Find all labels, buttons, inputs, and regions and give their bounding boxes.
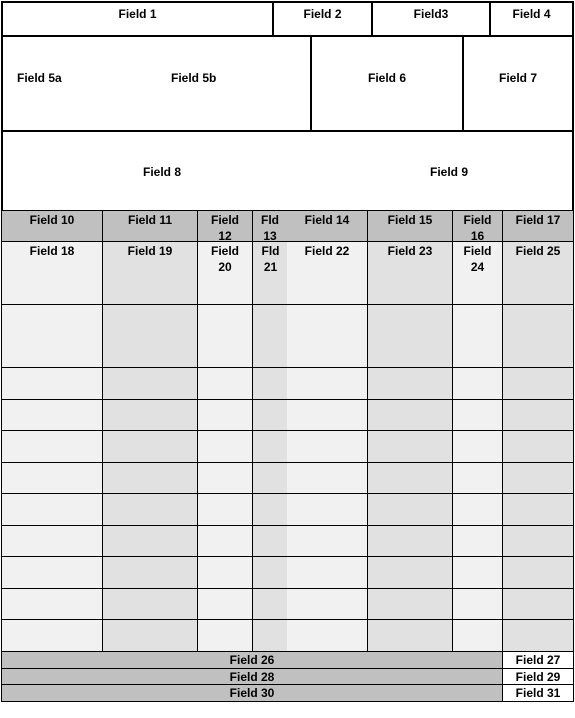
field-6-label: Field 6	[367, 71, 406, 85]
grid-cell[interactable]	[452, 399, 503, 431]
field-5b-label: Field 5b	[171, 71, 217, 85]
grid-cell[interactable]	[102, 493, 198, 526]
grid-cell[interactable]	[197, 619, 253, 652]
grid-cell[interactable]	[502, 525, 574, 557]
cell-field-18[interactable]: Field 18	[1, 241, 103, 305]
grid-cell[interactable]	[287, 367, 368, 400]
grid-cell[interactable]	[502, 462, 574, 494]
grid-cell[interactable]	[287, 493, 368, 526]
grid-cell[interactable]	[252, 430, 288, 463]
grid-cell[interactable]	[1, 367, 103, 400]
field-3[interactable]	[371, 1, 491, 37]
field-27[interactable]: Field 27	[502, 651, 574, 669]
column-field-15: Field 15	[367, 210, 453, 242]
grid-cell[interactable]	[287, 304, 368, 368]
grid-cell[interactable]	[367, 304, 453, 368]
grid-cell[interactable]	[197, 525, 253, 557]
field-30[interactable]: Field 30	[1, 684, 503, 702]
field-1[interactable]	[1, 1, 274, 37]
grid-cell[interactable]	[452, 304, 503, 368]
grid-cell[interactable]	[102, 556, 198, 589]
grid-cell[interactable]	[502, 399, 574, 431]
field-3-label: Field3	[413, 7, 449, 21]
grid-cell[interactable]	[102, 525, 198, 557]
cell-field-24[interactable]: Field 24	[452, 241, 503, 305]
field-7-label: Field 7	[498, 71, 537, 85]
field-29[interactable]: Field 29	[502, 668, 574, 685]
grid-cell[interactable]	[102, 399, 198, 431]
grid-cell[interactable]	[502, 304, 574, 368]
column-field-14: Field 14	[287, 210, 368, 242]
grid-cell[interactable]	[252, 525, 288, 557]
grid-cell[interactable]	[502, 430, 574, 463]
grid-cell[interactable]	[287, 588, 368, 620]
field-8-9[interactable]	[1, 130, 574, 212]
grid-cell[interactable]	[102, 619, 198, 652]
cell-fld-21[interactable]: Fld 21	[252, 241, 288, 305]
column-field-11: Field 11	[102, 210, 198, 242]
grid-cell[interactable]	[367, 430, 453, 463]
field-9-label: Field 9	[430, 165, 469, 179]
grid-cell[interactable]	[1, 493, 103, 526]
field-8-label: Field 8	[143, 165, 182, 179]
column-field-17: Field 17	[502, 210, 574, 242]
grid-cell[interactable]	[367, 588, 453, 620]
cell-field-22[interactable]: Field 22	[287, 241, 368, 305]
grid-cell[interactable]	[197, 462, 253, 494]
field-26[interactable]: Field 26	[1, 651, 503, 669]
cell-field-25[interactable]: Field 25	[502, 241, 574, 305]
grid-cell[interactable]	[197, 556, 253, 589]
grid-cell[interactable]	[367, 367, 453, 400]
grid-cell[interactable]	[452, 525, 503, 557]
grid-cell[interactable]	[452, 367, 503, 400]
grid-cell[interactable]	[452, 430, 503, 463]
field-1-label: Field 1	[118, 7, 157, 21]
grid-cell[interactable]	[197, 588, 253, 620]
column-fld-13: Fld 13	[252, 210, 288, 242]
grid-cell[interactable]	[502, 493, 574, 526]
field-5[interactable]	[1, 35, 312, 132]
grid-cell[interactable]	[252, 399, 288, 431]
grid-cell[interactable]	[452, 556, 503, 589]
grid-cell[interactable]	[287, 556, 368, 589]
grid-cell[interactable]	[252, 619, 288, 652]
grid-cell[interactable]	[367, 556, 453, 589]
grid-cell[interactable]	[1, 399, 103, 431]
field-6[interactable]	[310, 35, 464, 132]
grid-cell[interactable]	[452, 493, 503, 526]
grid-cell[interactable]	[252, 462, 288, 494]
field-5a-label: Field 5a	[17, 71, 62, 85]
field-7[interactable]	[462, 35, 574, 132]
field-28[interactable]: Field 28	[1, 668, 503, 685]
grid-cell[interactable]	[1, 430, 103, 463]
grid-cell[interactable]	[1, 462, 103, 494]
grid-cell[interactable]	[287, 462, 368, 494]
field-4[interactable]	[489, 1, 574, 37]
grid-cell[interactable]	[1, 525, 103, 557]
grid-cell[interactable]	[102, 304, 198, 368]
grid-cell[interactable]	[252, 493, 288, 526]
grid-cell[interactable]	[252, 556, 288, 589]
grid-cell[interactable]	[197, 430, 253, 463]
cell-field-23[interactable]: Field 23	[367, 241, 453, 305]
grid-cell[interactable]	[1, 619, 103, 652]
grid-cell[interactable]	[102, 367, 198, 400]
grid-cell[interactable]	[452, 588, 503, 620]
grid-cell[interactable]	[367, 493, 453, 526]
grid-cell[interactable]	[287, 399, 368, 431]
grid-cell[interactable]	[197, 493, 253, 526]
grid-cell[interactable]	[367, 525, 453, 557]
grid-cell[interactable]	[502, 367, 574, 400]
grid-cell[interactable]	[452, 462, 503, 494]
grid-cell[interactable]	[1, 304, 103, 368]
field-2-label: Field 2	[303, 7, 342, 21]
field-2[interactable]	[272, 1, 373, 37]
grid-cell[interactable]	[252, 588, 288, 620]
grid-cell[interactable]	[502, 619, 574, 652]
grid-cell[interactable]	[367, 619, 453, 652]
column-field-16: Field 16	[452, 210, 503, 242]
grid-cell[interactable]	[452, 619, 503, 652]
grid-cell[interactable]	[252, 304, 288, 368]
grid-cell[interactable]	[102, 430, 198, 463]
grid-cell[interactable]	[197, 367, 253, 400]
grid-cell[interactable]	[502, 556, 574, 589]
grid-cell[interactable]	[1, 556, 103, 589]
cell-field-20[interactable]: Field 20	[197, 241, 253, 305]
grid-cell[interactable]	[287, 525, 368, 557]
grid-cell[interactable]	[287, 430, 368, 463]
field-31[interactable]: Field 31	[502, 684, 574, 702]
grid-cell[interactable]	[197, 399, 253, 431]
grid-cell[interactable]	[1, 588, 103, 620]
grid-cell[interactable]	[102, 588, 198, 620]
cell-field-19[interactable]: Field 19	[102, 241, 198, 305]
field-4-label: Field 4	[512, 7, 551, 21]
grid-cell[interactable]	[102, 462, 198, 494]
column-field-12: Field 12	[197, 210, 253, 242]
grid-cell[interactable]	[367, 462, 453, 494]
column-field-10: Field 10	[1, 210, 103, 242]
grid-cell[interactable]	[502, 588, 574, 620]
grid-cell[interactable]	[197, 304, 253, 368]
grid-cell[interactable]	[367, 399, 453, 431]
grid-cell[interactable]	[252, 367, 288, 400]
grid-cell[interactable]	[287, 619, 368, 652]
